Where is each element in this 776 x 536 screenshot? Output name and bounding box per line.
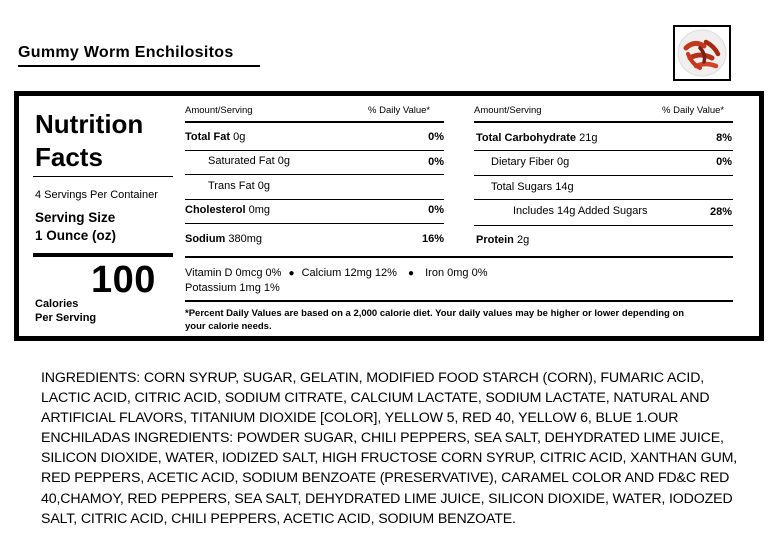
iron: Iron 0mg 0% — [425, 267, 488, 279]
dv-saturated-fat: 0% — [428, 156, 444, 168]
vitamins-line-1 — [185, 267, 487, 279]
nutrient-name: Includes 14g Added Sugars — [513, 205, 648, 217]
potassium: Potassium 1mg 1% — [185, 282, 280, 294]
nutrient-name: Cholesterol — [185, 204, 246, 216]
left-header-amount: Amount/Serving — [185, 105, 253, 116]
calories-value: 100 — [91, 259, 156, 301]
product-title: Gummy Worm Enchilositos — [18, 44, 260, 67]
divider — [474, 225, 733, 226]
nutrient-name: Total Fat — [185, 131, 231, 143]
heading-line-2: Facts — [35, 142, 103, 172]
divider — [185, 174, 444, 175]
calories-label-line-1: Calories — [35, 298, 79, 310]
row-trans-fat — [208, 180, 270, 192]
calories-label-line-2: Per Serving — [35, 312, 97, 324]
row-total-fat — [185, 131, 245, 143]
dv-total-carbohydrate: 8% — [716, 132, 732, 144]
dv-added-sugars: 28% — [709, 206, 732, 218]
row-total-carbohydrate — [476, 132, 597, 144]
dv-dietary-fiber: 0% — [716, 156, 732, 168]
product-thumbnail — [673, 25, 731, 81]
nutrient-name: Total Carbohydrate — [476, 132, 577, 144]
divider — [185, 300, 733, 302]
right-header-dv: % Daily Value* — [662, 105, 725, 116]
ingredients-text: INGREDIENTS: CORN SYRUP, SUGAR, GELATIN, MODIFIED FOOD STARCH (CORN), FUMARIC ACID, LACTIC ACID, CITRIC ACID, SODIUM CITRATE, CALCIUM LACTATE, SODIUM LACTATE, NATURAL AND ARTIFICIAL FLAVORS, TITANIUM DIOXIDE [COLOR], YELLOW 5, RED 40, YELLOW 6, BLUE 1.OUR ENCHILADAS INGREDIENTS: POWDER SUGAR, CHILI PEPPERS, SEA SALT, DEHYDRATED LIME JUICE, SILICON DIOXIDE, WATER, IODIZED SALT, HIGH FRUCTOSE CORN SYRUP, CITRIC ACID, XANTHAN GUM, RED PEPPERS, ACETIC ACID, SODIUM BENZOATE (PRESERVATIVE), CARAMEL COLOR AND FD&C RED 40,CHAMOY, RED PEPPERS, SEA SALT, DEHYDRATED LIME JUICE, SILICON DIOXIDE, WATER, IODOZED SALT, CITRIC ACID, CHILI PEPPERS, ACETIC ACID, SODIUM BENZOATE. — [41, 370, 738, 527]
nutrient-amount: 21g — [579, 132, 598, 144]
nutrient-name: Dietary Fiber — [491, 156, 554, 168]
thick-divider — [33, 253, 173, 257]
nutrient-name: Saturated Fat — [208, 155, 275, 167]
divider — [474, 121, 733, 123]
row-dietary-fiber — [491, 156, 569, 168]
daily-value-footnote: *Percent Daily Values are based on a 2,000 calorie diet. Your daily values may be higher or lower depending on your calorie needs. — [185, 308, 685, 332]
vitamin-d: Vitamin D 0mcg 0% — [185, 267, 282, 279]
divider — [474, 175, 733, 176]
servings-per-container: 4 Servings Per Container — [35, 189, 158, 201]
row-saturated-fat — [208, 155, 290, 167]
divider — [185, 150, 444, 151]
calories-label — [35, 297, 96, 325]
right-header-amount: Amount/Serving — [474, 105, 542, 116]
divider — [185, 256, 733, 258]
dv-total-fat: 0% — [428, 131, 444, 143]
bullet-icon: ● — [288, 268, 295, 279]
divider — [474, 150, 733, 151]
nutrient-name: Protein — [476, 234, 514, 246]
nutrient-amount: 14g — [555, 181, 574, 193]
gummy-worms-image — [676, 28, 728, 78]
row-added-sugars — [513, 205, 648, 217]
left-header-dv: % Daily Value* — [368, 105, 431, 116]
divider — [185, 223, 444, 224]
nutrient-amount: 0g — [257, 180, 270, 192]
serving-size-value: 1 Ounce (oz) — [35, 228, 117, 243]
nutrient-name: Trans Fat — [208, 180, 255, 192]
serving-size-label: Serving Size — [35, 210, 116, 225]
nutrition-facts-heading — [35, 108, 143, 174]
row-sodium — [185, 233, 262, 245]
divider — [474, 199, 733, 200]
row-cholesterol — [185, 204, 270, 216]
dv-sodium: 16% — [421, 233, 444, 245]
divider — [33, 176, 173, 177]
row-total-sugars — [491, 181, 574, 193]
nutrition-facts-panel — [14, 91, 764, 341]
heading-line-1: Nutrition — [35, 109, 144, 139]
nutrient-amount: 0g — [233, 131, 246, 143]
nutrient-amount: 2g — [516, 234, 530, 246]
divider — [185, 199, 444, 200]
bullet-icon: ● — [408, 268, 415, 279]
nutrient-name: Sodium — [185, 233, 226, 245]
nutrient-amount: 0g — [277, 155, 290, 167]
nutrient-amount: 0g — [557, 156, 570, 168]
nutrient-name: Total Sugars — [491, 181, 553, 193]
row-protein — [476, 234, 529, 246]
divider — [185, 121, 444, 123]
serving-size — [35, 209, 116, 245]
nutrient-amount: 0mg — [248, 204, 270, 216]
dv-cholesterol: 0% — [428, 204, 444, 216]
calcium: Calcium 12mg 12% — [301, 267, 397, 279]
nutrient-amount: 380mg — [228, 233, 263, 245]
